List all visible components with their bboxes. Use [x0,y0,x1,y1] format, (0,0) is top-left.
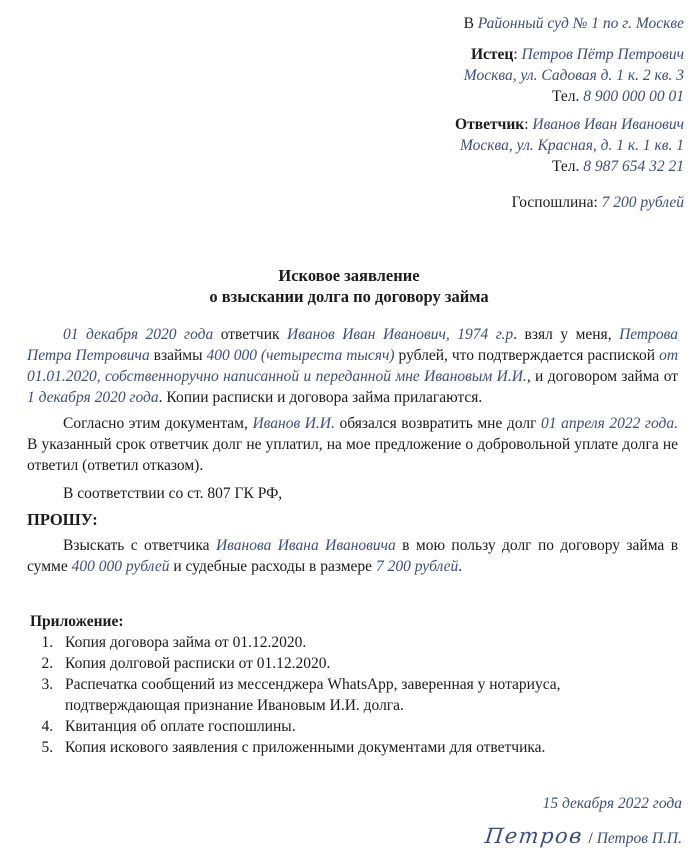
paragraph-legal-basis: В соответствии со ст. 807 ГК РФ, [63,485,283,502]
court-name: Районный суд № 1 по г. Москве [477,15,684,32]
plaintiff-phone: 8 900 000 00 01 [583,88,684,105]
document-title [0,265,698,307]
attachments-label: Приложение: [30,613,124,630]
document-footer [485,793,682,849]
plaintiff-name: Петров Пётр Петрович [521,46,684,63]
signature-line [485,826,682,849]
plaintiff-address: Москва, ул. Садовая д. 1 к. 2 кв. 3 [463,67,684,84]
signature-name: Петров П.П. [596,830,682,847]
defendant-line [0,114,684,135]
paragraph-repayment-terms: Согласно этим документам, Иванов И.И. обязался возвратить мне долг 01 апреля 2022 года. В указанный срок ответчик долг не уплатил, на мое предложение о добровольной уплате долга не ответил (ответил отказом). [27,415,678,474]
title-line-1: Исковое заявление [278,266,420,285]
court-line [0,13,684,34]
attachment-item: 2. Копия долговой расписки от 01.12.2020. [57,653,678,674]
phone-label: Тел. [552,88,584,105]
attachment-item: 1. Копия договора займа от 01.12.2020. [57,632,678,653]
label-separator: : [513,46,522,63]
plaintiff-phone-line [0,86,684,107]
signature-separator: / [584,830,597,847]
request-heading: ПРОШУ: [27,510,98,529]
defendant-address: Москва, ул. Красная, д. 1 к. 1 кв. 1 [459,137,684,154]
fee-value: 7 200 рублей [601,194,684,211]
label-separator: : [524,116,533,133]
defendant-label: Ответчик [455,116,525,133]
court-prefix: В [463,15,478,32]
document-body [0,324,698,577]
document-header [0,0,698,213]
attachments-list [30,632,678,758]
plaintiff-label: Истец [470,46,514,63]
attachment-item: 4. Квитанция об оплате госпошлины. [57,716,678,737]
plaintiff-line [0,44,684,65]
fee-line [0,192,684,213]
defendant-name: Иванов Иван Иванович [532,116,684,133]
attachment-item: 5. Копия искового заявления с приложенными документами для ответчика. [57,737,678,758]
paragraph-request: Взыскать с ответчика Иванова Ивана Ивановича в мою пользу долг по договору займа в сумме 400 000 рублей и судебные расходы в размере 7 200 рублей. [27,537,679,575]
attachments-section [0,611,698,758]
defendant-phone: 8 987 654 32 21 [583,158,684,175]
plaintiff-block [0,44,684,107]
paragraph-loan-facts: 01 декабря 2020 года ответчик Иванов Иван Иванович, 1974 г.р. взял у меня, Петрова Петра Петровича взаймы 400 000 (четыреста тысяч) рублей, что подтверждается распиской от 01.01.2020, собственноручно написанной и переданной мне Ивановым И.И., и договором займа от 1 декабря 2020 года. Копии расписки и договора займа прилагаются. [27,326,679,406]
defendant-phone-line [0,156,684,177]
attachment-item: 3. Распечатка сообщений из мессенджера WhatsApp, заверенная у нотариуса, подтверждающая признание Ивановым И.И. долга. [57,674,678,716]
title-line-2: о взыскании долга по договору займа [209,287,489,306]
fee-label: Госпошлина: [511,194,602,211]
document-date: 15 декабря 2022 года [542,795,682,812]
signature-autograph: Петров [483,824,584,848]
defendant-block [0,114,684,177]
phone-label: Тел. [552,158,584,175]
